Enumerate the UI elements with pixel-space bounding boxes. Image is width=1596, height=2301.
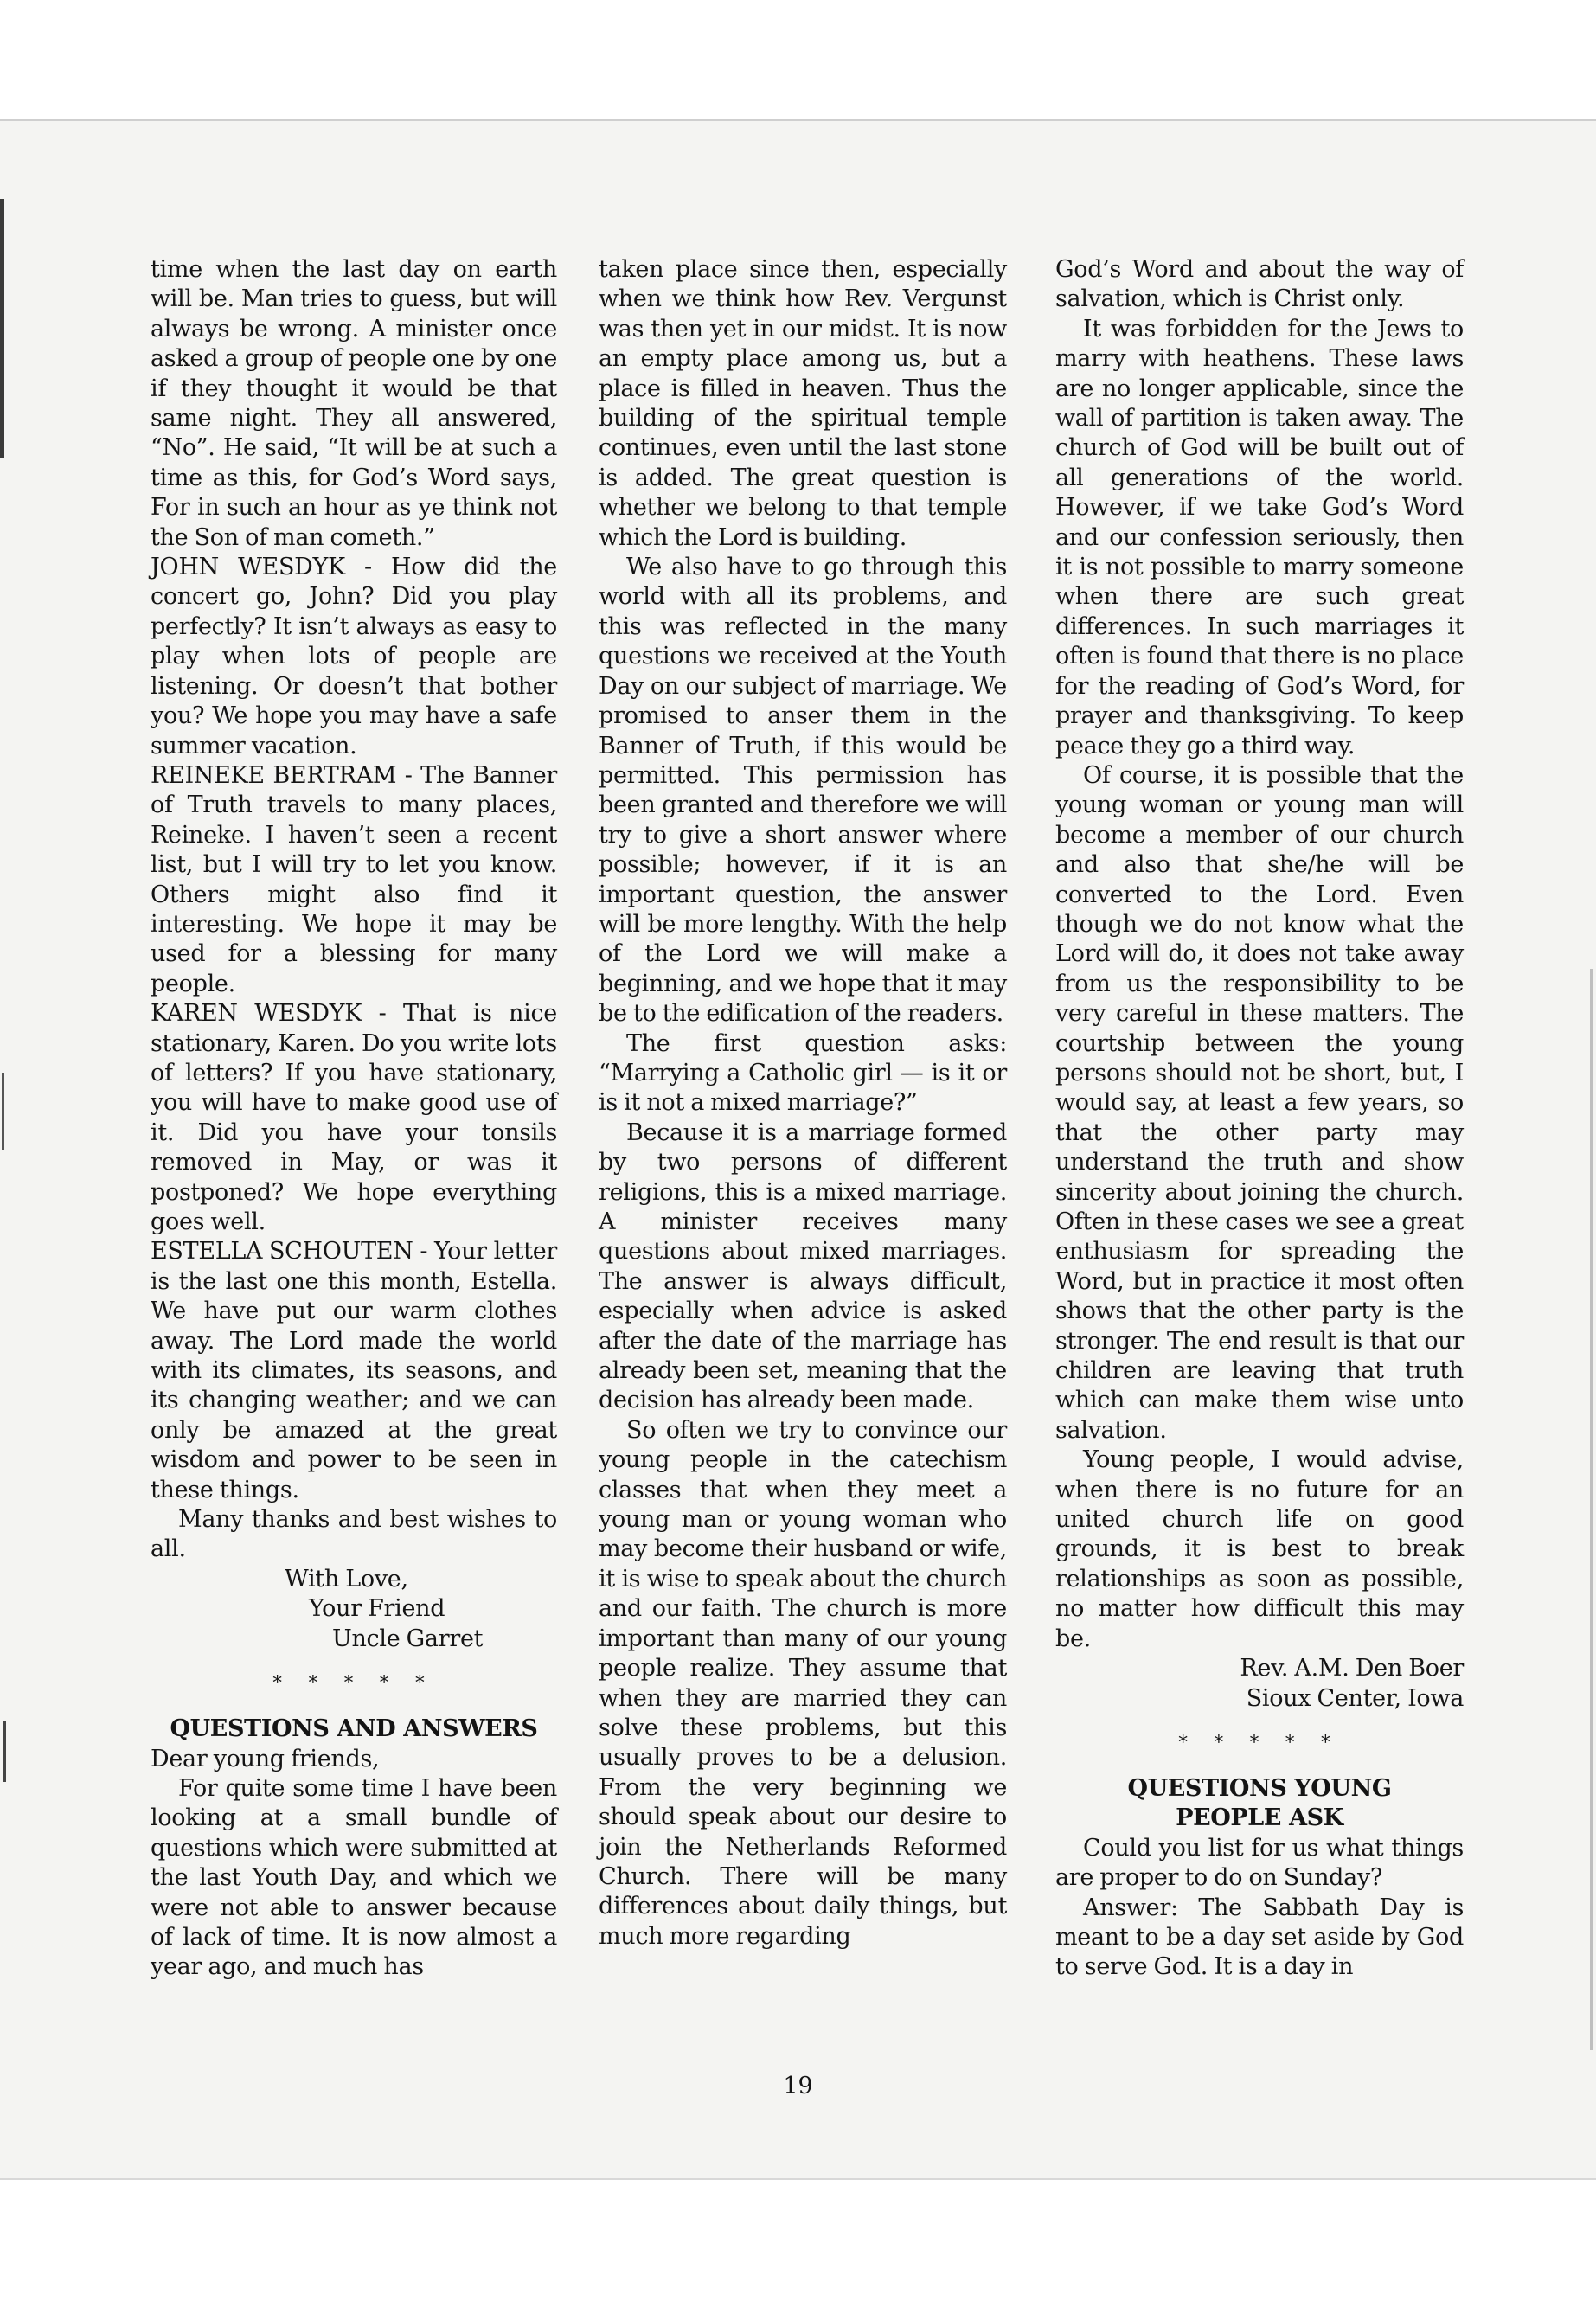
section-heading: QUESTIONS AND ANSWERS — [170, 1715, 538, 1743]
paragraph: God’s Word and about the way of salvation, which is Christ only. — [1055, 256, 1464, 313]
binding-mark — [0, 199, 4, 458]
page-edge-top — [0, 119, 1596, 121]
paragraph: For quite some time I have been looking at a small bundle of questions which were submitted at the last Youth Day, and which we were not able to answer because of lack of time. It is now almost a year ago, and much has — [151, 1774, 557, 1981]
paragraph: It was forbidden for the Jews to marry with heathens. These laws are no longer applicable, since the wall of partition is taken away. The church of God will be built out of all generations of the world. However, if we take God’s Word and our confession seriously, then it is not possible to marry someone when there are such great differences. In such marriages it often is found that there is no place for the reading of God’s Word, for prayer and thanksgiving. To keep peace they go a third way. — [1055, 315, 1464, 760]
column-right — [1055, 255, 1464, 1983]
paragraph: The first question asks: “Marrying a Catholic girl — is it or is it not a mixed marriage?” — [599, 1029, 1007, 1117]
paragraph: Of course, it is possible that the young woman or young man will become a member of our church and also that she/he will be converted to the Lord. Even though we do not know what the Lord will do, it does not take away from us the responsibility to be very careful in these matters. The courtship between the young persons should not be short, but, I would say, at least a few years, so that the other party may understand the truth and show sincerity about joining the church. Often in these cases we see a great enthusiasm for spreading the Word, but in practice it most often shows that the other party is the stronger. The end result is that our children are leaving that truth which can make them wise unto salvation. — [1055, 761, 1464, 1444]
question: Could you list for us what things are proper to do on Sunday? — [1055, 1834, 1464, 1892]
section-divider: * * * * * — [1178, 1731, 1341, 1753]
scan-margin-top — [0, 0, 1596, 119]
letter-reply-estella: ESTELLA SCHOUTEN - Your letter is the last one this month, Estella. We have put our warm clothes away. The Lord made the world with its climates, its seasons, and its changing weather; and we can only be amazed at the great wisdom and power to be seen in these things. — [151, 1238, 557, 1503]
letter-reply-john: JOHN WESDYK - How did the concert go, John? Did you play perfectly? It isn’t always as easy to play when lots of people are listening. Or doesn’t that bother you? We hope you may have a safe summer vacation. — [151, 554, 557, 760]
section-heading: QUESTIONS YOUNG — [1127, 1774, 1392, 1802]
paragraph: We also have to go through this world with all its problems, and this was reflected in the many questions we received at the Youth Day on our subject of marriage. We promised to anser them in the Banner of Truth, if this would be permitted. This permission has been granted and therefore we will try to give a short answer where possible; however, if it is an important question, the answer will be more lengthy. With the help of the Lord we will make a beginning, and we hope that it may be to the edification of the readers. — [599, 554, 1007, 1028]
paragraph: So often we try to convince our young people in the catechism classes that when they meet a young man or young woman who may become their husband or wife, it is wise to speak about the church and our faith. The church is more important than many of our young people realize. They assume that when they are married they can solve these problems, but this usually proves to be a delusion. From the very beginning we should speak about our desire to join the Netherlands Reformed Church. There will be many differences about daily things, but much more regarding — [599, 1416, 1007, 1950]
paragraph: Because it is a marriage formed by two persons of different religions, this is a mixed marriage. A minister receives many questions about mixed marriages. The answer is always difficult, especially when advice is asked after the date of the marriage has already been set, meaning that the decision has already been made. — [599, 1118, 1007, 1414]
signature-name: Uncle Garret — [332, 1625, 484, 1652]
letter-reply-karen: KAREN WESDYK - That is nice stationary, Karen. Do you write lots of letters? If you have stationary, you will have to make good use of it. Did you have your tonsils removed in May, or was it postponed? We hope everything goes well. — [151, 1000, 557, 1235]
letter-reply-reineke: REINEKE BERTRAM - The Banner of Truth travels to many places, Reineke. I haven’t seen a recent list, but I will try to let you know. Others might also find it interesting. We hope it may be used for a blessing for many people. — [151, 761, 557, 997]
page-edge-right — [1590, 969, 1593, 2050]
closing: Your Friend — [309, 1595, 445, 1623]
answer: Answer: The Sabbath Day is meant to be a day set aside by God to serve God. It is a day in — [1055, 1894, 1464, 1981]
salutation: Dear young friends, — [151, 1745, 380, 1772]
closing: With Love, — [285, 1565, 408, 1593]
column-middle — [599, 255, 1007, 1952]
binding-mark — [3, 1721, 6, 1782]
column-left — [151, 255, 557, 1983]
paragraph: time when the last day on earth will be. Man tries to guess, but will always be wrong. A minister once asked a group of people one by one if they thought it would be that same night. They all answered, “No”. He said, “It will be at such a time as this, for God’s Word says, For in such an hour as ye think not the Son of man cometh.” — [151, 256, 557, 551]
section-divider: * * * * * — [272, 1672, 435, 1694]
paragraph: Many thanks and best wishes to all. — [151, 1506, 557, 1563]
author-name: Rev. A.M. Den Boer — [1240, 1655, 1464, 1682]
section-heading: PEOPLE ASK — [1176, 1804, 1343, 1832]
paragraph: Young people, I would advise, when there is no future for an united church life on good grounds, it is best to break relationships as soon as possible, no matter how difficult this may be. — [1055, 1446, 1464, 1652]
binding-mark — [2, 1073, 4, 1150]
scan-margin-bottom — [0, 2180, 1596, 2301]
page-number: 19 — [783, 2073, 813, 2099]
paragraph: taken place since then, especially when we think how Rev. Vergunst was then yet in our midst. It is now an empty place among us, but a place is filled in heaven. Thus the building of the spiritual temple continues, even until the last stone is added. The great question is whether we belong to that temple which the Lord is building. — [599, 256, 1007, 551]
author-location: Sioux Center, Iowa — [1246, 1684, 1464, 1712]
